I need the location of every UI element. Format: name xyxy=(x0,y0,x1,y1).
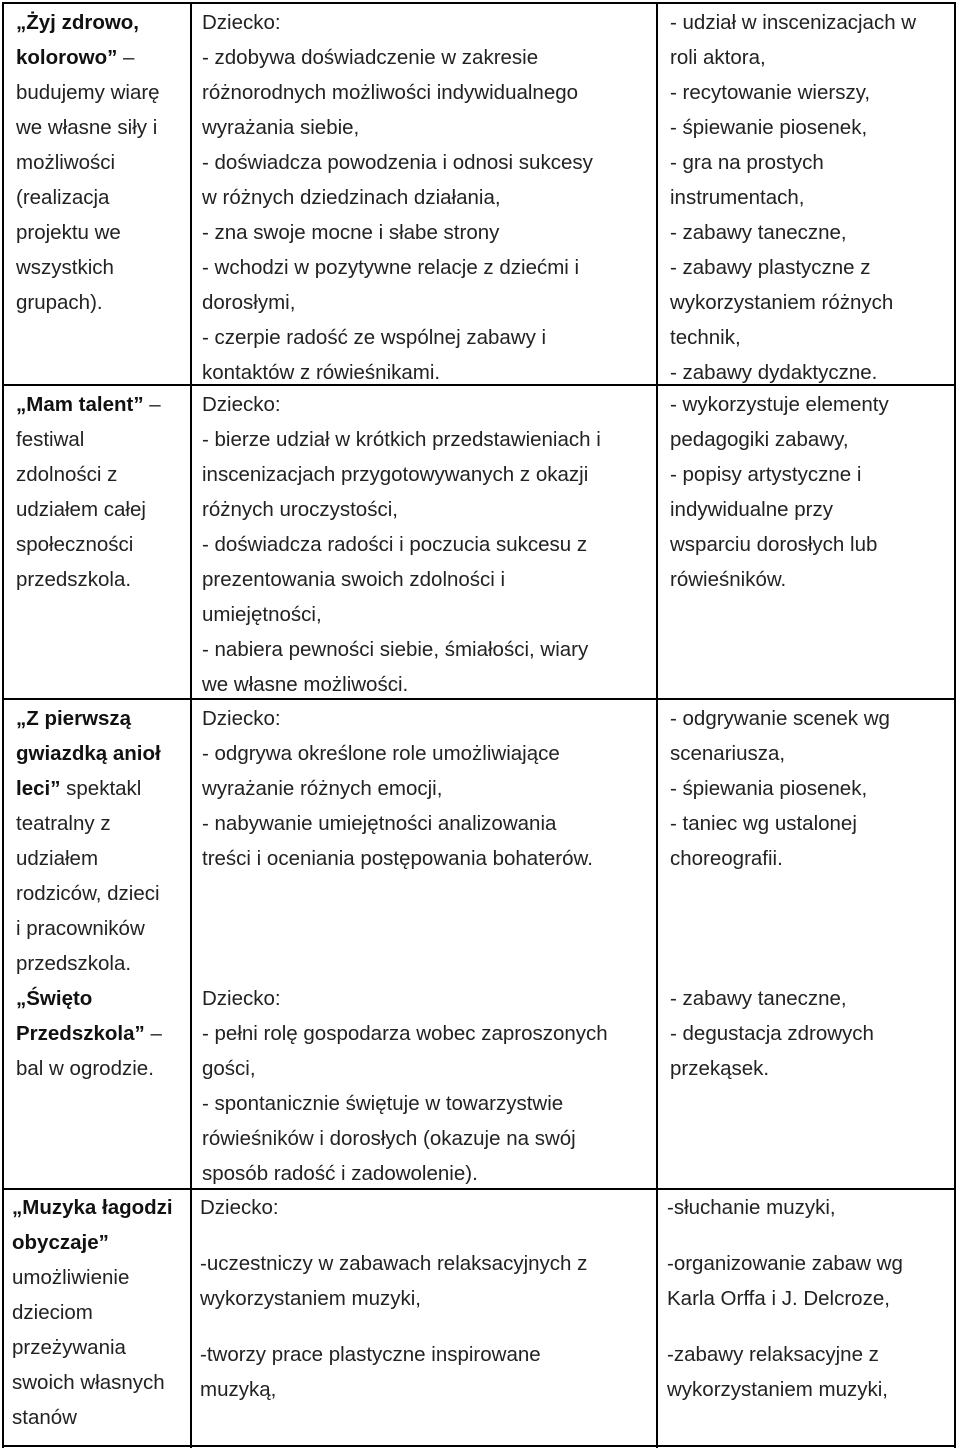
table-border-left xyxy=(2,3,4,1448)
row4-forms-cell: -słuchanie muzyki, -organizowanie zabaw wg Karla Orffa i J. Delcroze, -zabawy relaksacyjne z wykorzystaniem muzyki, xyxy=(667,1196,903,1401)
row1-forms-cell: - udział w inscenizacjach w roli aktora, - recytowanie wierszy, - śpiewanie piosenek, - gra na prostych instrumentach, - zabawy taneczne, - zabawy plastyczne z wykorzystaniem różnych technik, - zabawy dydaktyczne. xyxy=(670,11,917,384)
row2-outcomes-cell: Dziecko: - bierze udział w krótkich przedstawieniach i inscenizacjach przygotowywanych z okazji różnych uroczystości, - doświadcza radości i poczucia sukcesu z prezentowania swoich zdolności i umiejętności, - nabiera pewności siebie, śmiałości, wiary we własne możliwości. xyxy=(202,393,601,696)
event-title: „Żyj zdrowo, xyxy=(16,11,139,34)
row2-event-cell: „Mam talent” – festiwal zdolności z udziałem całej społeczności przedszkola. xyxy=(16,393,161,591)
row3-forms-cell-2: - zabawy taneczne, - degustacja zdrowych przekąsek. xyxy=(670,987,874,1080)
row1-outcomes-cell: Dziecko: - zdobywa doświadczenie w zakresie różnorodnych możliwości indywidualnego wyrażania siebie, - doświadcza powodzenia i odnosi sukcesy w różnych dziedzinach działania, - zna swoje mocne i słabe strony - wchodzi w pozytywne relacje z dziećmi i dorosłymi, - czerpie radość ze wspólnej zabawy i kontaktów z rówieśnikami. xyxy=(202,11,593,384)
event-title: Przedszkola” xyxy=(16,1022,145,1045)
event-title: gwiazdką anioł xyxy=(16,742,161,765)
column-divider-1 xyxy=(190,3,192,1448)
event-title: kolorowo” xyxy=(16,46,118,69)
row4-outcomes-cell: Dziecko: -uczestniczy w zabawach relaksacyjnych z wykorzystaniem muzyki, -tworzy prace plastyczne inspirowane muzyką, xyxy=(200,1196,588,1401)
row3-outcomes-cell: Dziecko: - odgrywa określone role umożliwiające wyrażanie różnych emocji, - nabywanie umiejętności analizowania treści i oceniania postępowania bohaterów. xyxy=(202,707,593,870)
row2-forms-cell: - wykorzystuje elementy pedagogiki zabawy, - popisy artystyczne i indywidualne przy wsparciu dorosłych lub rówieśników. xyxy=(670,393,889,591)
event-title: leci” xyxy=(16,777,61,800)
row1-event-cell: „Żyj zdrowo, kolorowo” – budujemy wiarę we własne siły i możliwości (realizacja projektu we wszystkich grupach). xyxy=(16,11,160,314)
row3-outcomes-cell-2: Dziecko: - pełni rolę gospodarza wobec zaproszonych gości, - spontanicznie świętuje w towarzystwie rówieśników i dorosłych (okazuje na swój sposób radość i zadowolenie). xyxy=(202,987,608,1185)
table-border-top xyxy=(2,2,956,4)
event-title: „Święto xyxy=(16,987,93,1010)
table-border-bottom xyxy=(2,1445,956,1447)
row3-event-cell: „Z pierwszą gwiazdką anioł leci” spektakl teatralny z udziałem rodziców, dzieci i pracowników przedszkola. „Święto Przedszkola” – bal w ogrodzie. xyxy=(16,701,188,1086)
row4-event-cell: „Muzyka łagodzi obyczaje” umożliwienie dzieciom przeżywania swoich własnych stanów xyxy=(12,1190,184,1435)
row3-forms-cell: - odgrywanie scenek wg scenariusza, - śpiewania piosenek, - taniec wg ustalonej choreografii. xyxy=(670,707,890,870)
event-title: „Z pierwszą xyxy=(16,707,132,730)
event-title: obyczaje” xyxy=(12,1231,109,1254)
event-title: „Muzyka łagodzi xyxy=(12,1196,173,1219)
event-title: „Mam talent” xyxy=(16,393,144,416)
